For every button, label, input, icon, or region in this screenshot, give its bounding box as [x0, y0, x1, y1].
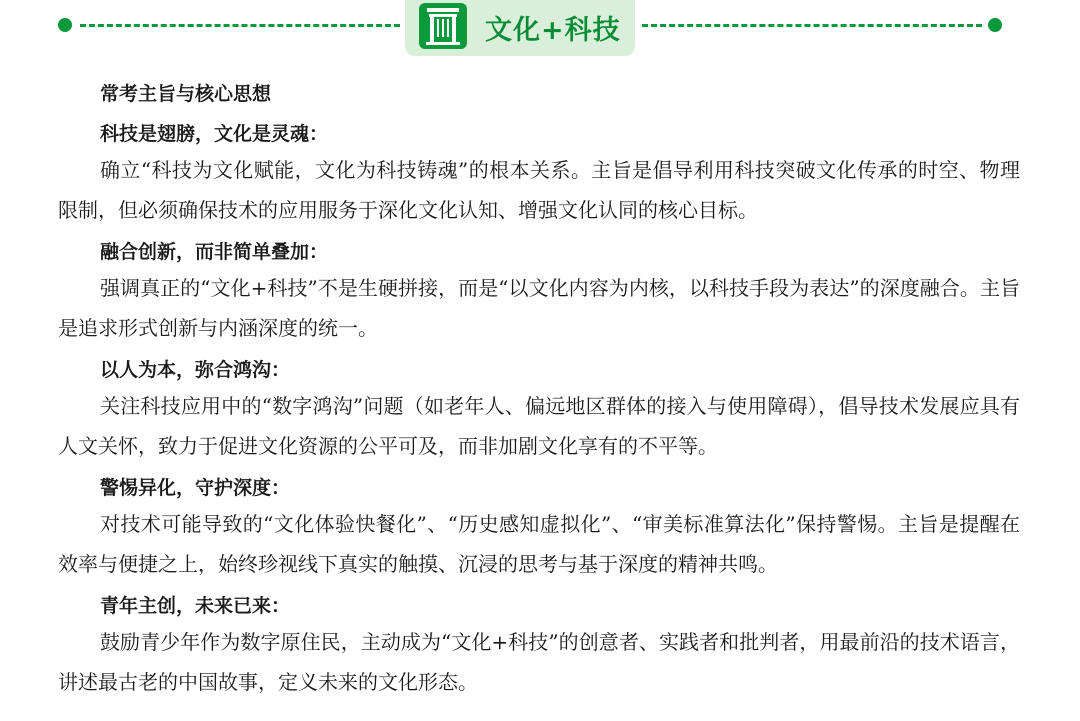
header-dot-left	[58, 18, 72, 32]
list-item	[58, 354, 1020, 466]
item-title: 警惕异化，守护深度：	[100, 477, 291, 499]
list-item	[58, 590, 1020, 702]
list-item	[58, 236, 1020, 348]
header-badge	[405, 0, 635, 56]
header-dashed-line-left	[80, 24, 400, 27]
header-title: 文化+科技	[485, 15, 621, 46]
header-dashed-line-right	[642, 24, 982, 27]
item-title: 融合创新，而非简单叠加：	[100, 241, 329, 263]
item-title: 以人为本，弥合鸿沟：	[100, 359, 291, 381]
item-body: 强调真正的“文化+科技”不是生硬拼接，而是“以文化内容为内核，以科技手段为表达”的深度融合。主旨是追求形式创新与内涵深度的统一。	[58, 276, 1020, 340]
list-item	[58, 472, 1020, 584]
list-item	[58, 118, 1020, 230]
item-body: 确立“科技为文化赋能，文化为科技铸魂”的根本关系。主旨是倡导利用科技突破文化传承的时空、物理限制，但必须确保技术的应用服务于深化文化认知、增强文化认同的核心目标。	[58, 158, 1020, 222]
item-body: 鼓励青少年作为数字原住民，主动成为“文化+科技”的创意者、实践者和批判者，用最前沿的技术语言，讲述最古老的中国故事，定义未来的文化形态。	[58, 630, 1020, 694]
header-dot-right	[988, 18, 1002, 32]
item-body: 对技术可能导致的“文化体验快餐化”、“历史感知虚拟化”、“审美标准算法化”保持警惕。主旨是提醒在效率与便捷之上，始终珍视线下真实的触摸、沉浸的思考与基于深度的精神共鸣。	[58, 512, 1020, 576]
article-body	[58, 78, 1020, 702]
item-title: 科技是翅膀，文化是灵魂：	[100, 123, 329, 145]
item-title: 青年主创，未来已来：	[100, 595, 291, 617]
section-title: 常考主旨与核心思想	[100, 83, 272, 105]
section-header	[0, 0, 1080, 58]
item-body: 关注科技应用中的“数字鸿沟”问题（如老年人、偏远地区群体的接入与使用障碍），倡导技术发展应具有人文关怀，致力于促进文化资源的公平可及，而非加剧文化享有的不平等。	[58, 394, 1020, 458]
gate-icon	[419, 3, 467, 49]
